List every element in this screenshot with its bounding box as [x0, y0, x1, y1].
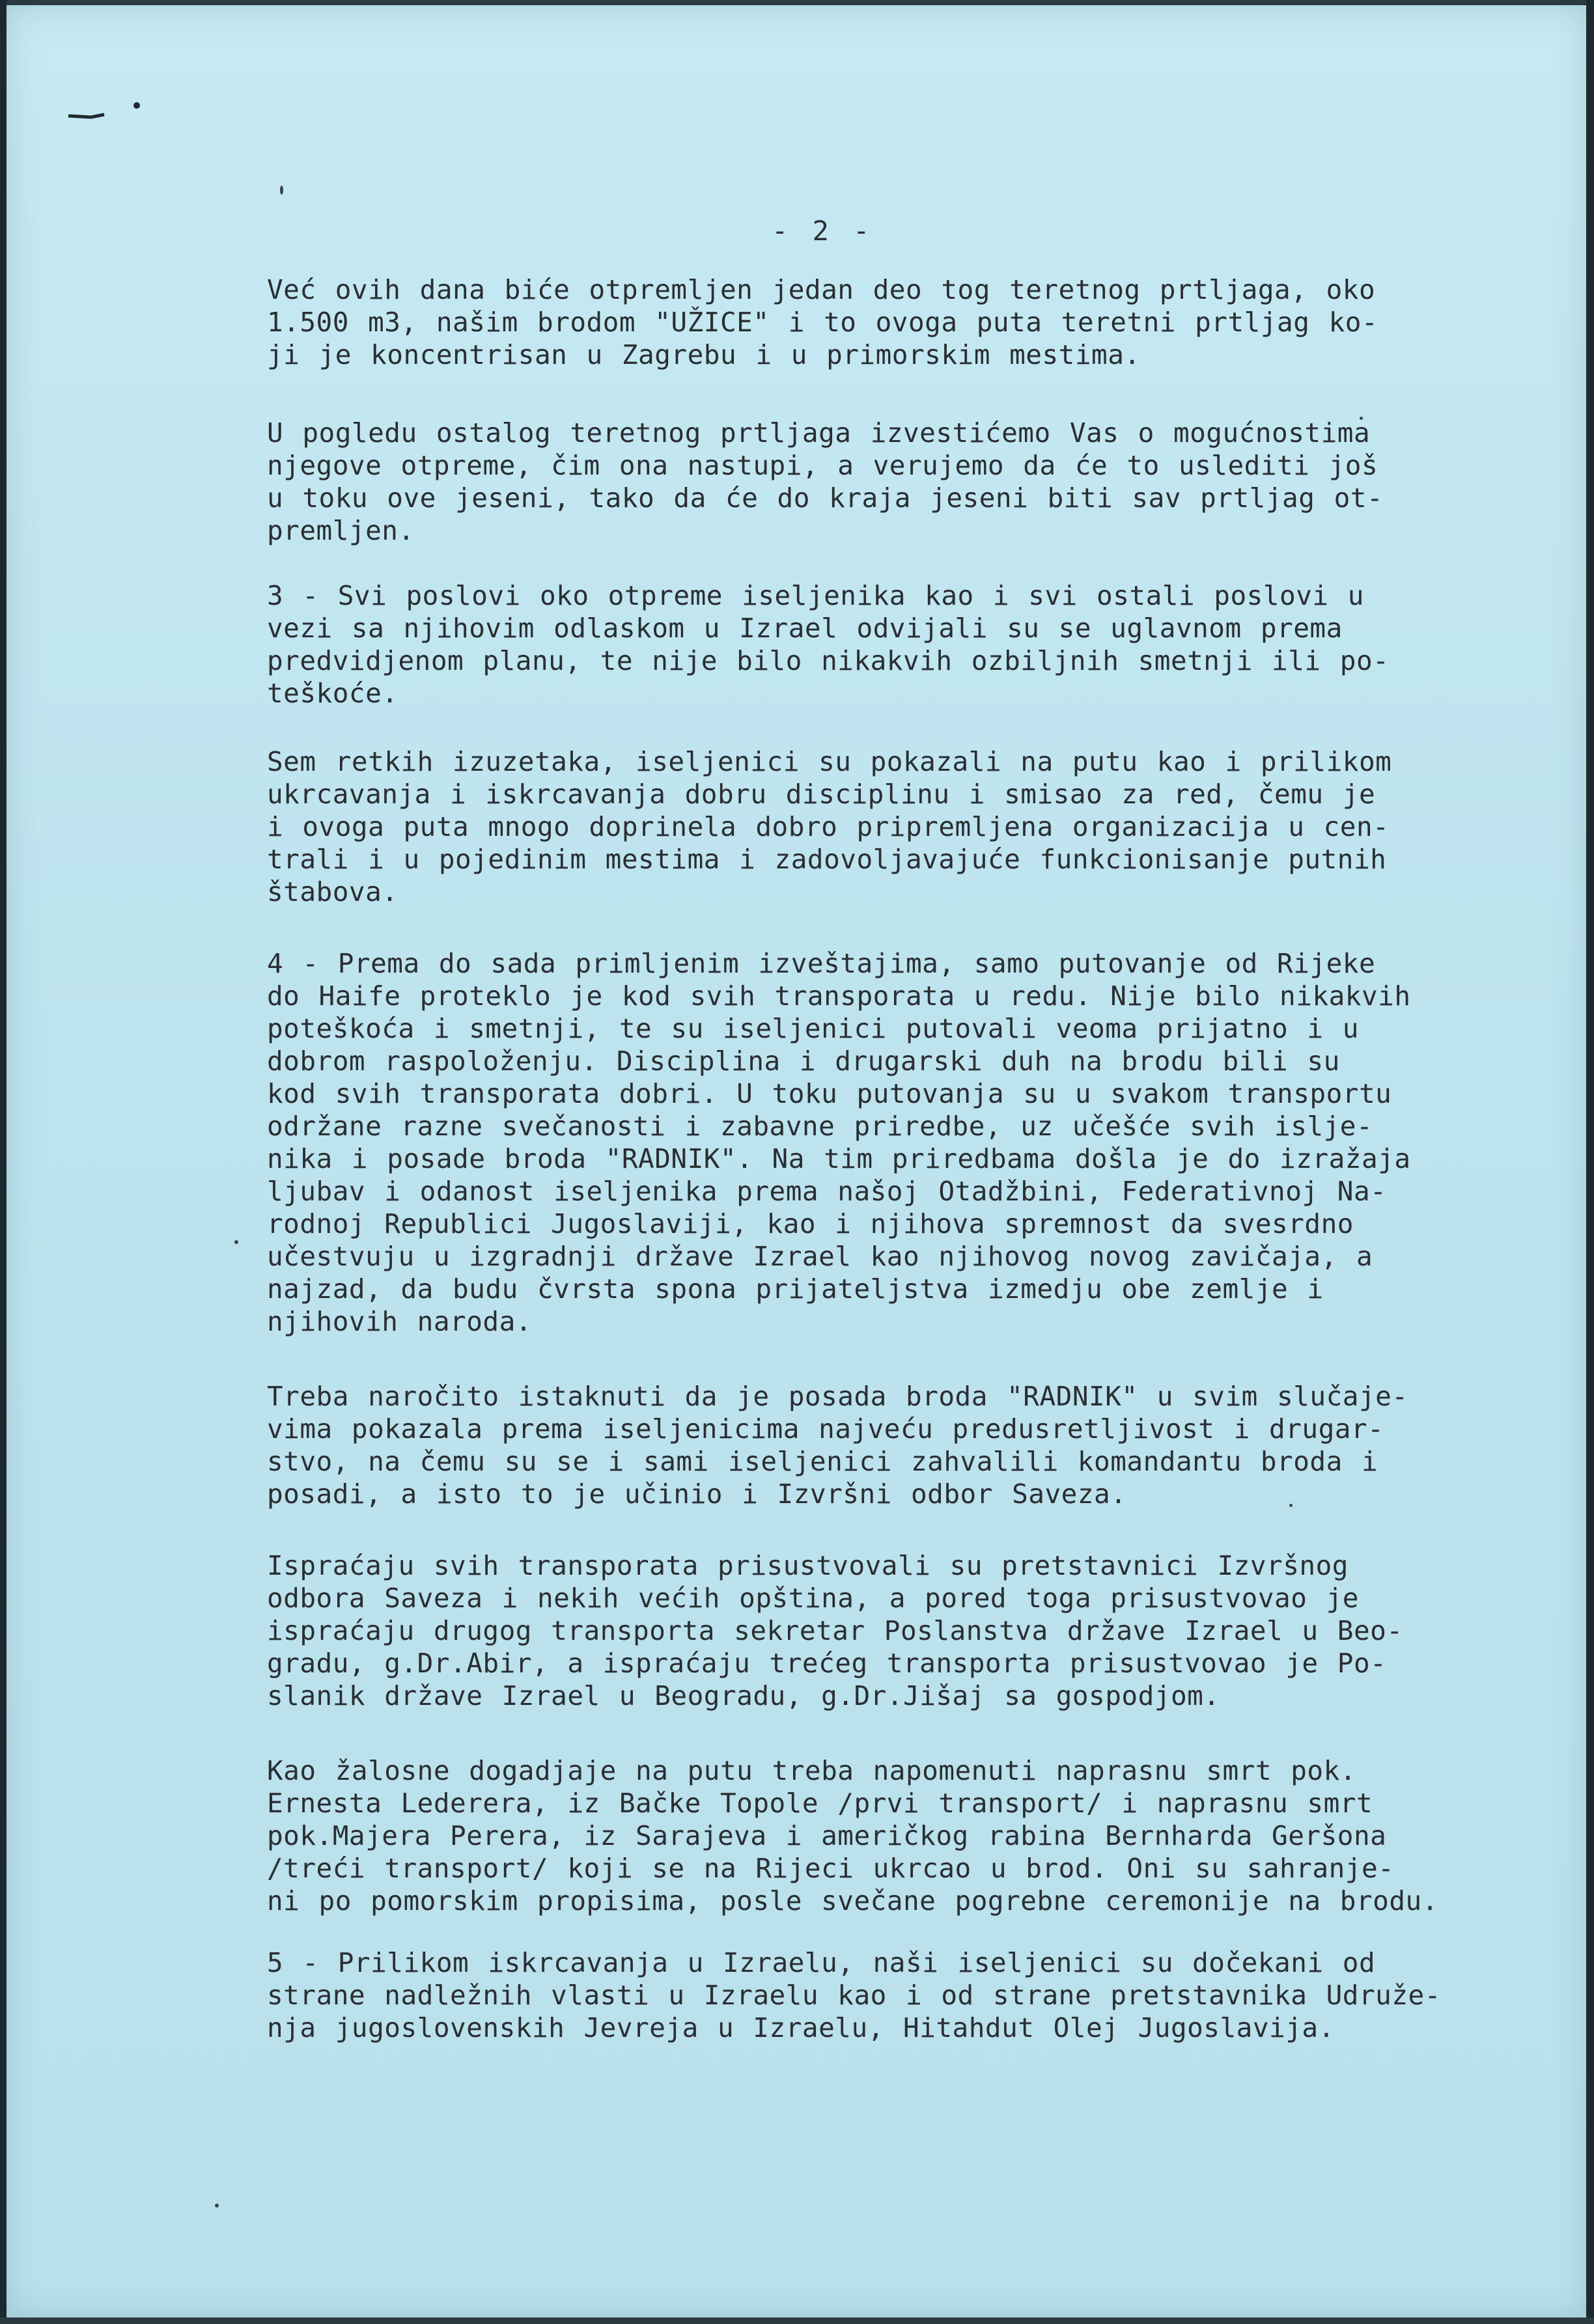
- text-line: Ispraćaju svih transporata prisustvovali su pretstavnici Izvršnog: [267, 1550, 1349, 1581]
- text-line: nja jugoslovenskih Jevreja u Izraelu, Hitahdut Olej Jugoslavija.: [267, 2012, 1335, 2043]
- paragraph-section-5: [267, 1946, 1441, 2044]
- text-line: stvo, na čemu su se i sami iseljenici zahvalili komandantu broda i: [267, 1446, 1378, 1477]
- text-line: 5 - Prilikom iskrcavanja u Izraelu, naši iseljenici su dočekani od: [267, 1947, 1376, 1978]
- text-line: vezi sa njihovim odlaskom u Izrael odvijali su se uglavnom prema: [267, 613, 1343, 644]
- text-line: 1.500 m3, našim brodom "UŽICE" i to ovoga puta teretni prtljag ko-: [267, 307, 1378, 338]
- scan-border-top: [0, 0, 1594, 5]
- paragraph-farewell: [267, 1549, 1419, 1712]
- text-line: kod svih transporata dobri. U toku putovanja su u svakom transportu: [267, 1078, 1392, 1109]
- scan-speck: [280, 186, 283, 195]
- text-line: strane nadležnih vlasti u Izraelu kao i od strane pretstavnika Udruže-: [267, 1980, 1441, 2011]
- text-line: poteškoća i smetnji, te su iseljenici putovali veoma prijatno i u: [267, 1013, 1359, 1044]
- text-line: Kao žalosne dogadjaje na putu treba napomenuti naprasnu smrt pok.: [267, 1755, 1356, 1786]
- text-line: njihovih naroda.: [267, 1306, 532, 1337]
- text-line: najzad, da budu čvrsta spona prijateljstva izmedju obe zemlje i: [267, 1273, 1324, 1305]
- text-line: slanik države Izrael u Beogradu, g.Dr.Jišaj sa gospodjom.: [267, 1680, 1220, 1711]
- text-line: posadi, a isto to je učinio i Izvršni odbor Saveza.: [267, 1478, 1127, 1510]
- text-line: odbora Saveza i nekih većih opština, a pored toga prisustvovao je: [267, 1583, 1359, 1614]
- text-line: i ovoga puta mnogo doprinela dobro pripremljena organizacija u cen-: [267, 811, 1390, 842]
- text-line: ljubav i odanost iseljenika prema našoj Otadžbini, Federativnoj Na-: [267, 1176, 1387, 1207]
- text-line: ukrcavanja i iskrcavanja dobru disciplinu i smisao za red, čemu je: [267, 779, 1376, 810]
- scan-border-right: [1586, 0, 1594, 2324]
- scan-speck: [215, 2204, 219, 2207]
- ink-mark-icon: [65, 98, 143, 124]
- text-line: dobrom raspoloženju. Disciplina i drugarski duh na brodu bili su: [267, 1045, 1340, 1077]
- paragraph-deaths: [267, 1754, 1438, 1917]
- text-line: njegove otpreme, čim ona nastupi, a verujemo da će to uslediti još: [267, 450, 1378, 481]
- text-line: štabova.: [267, 876, 398, 907]
- text-line: predvidjenom planu, te nije bilo nikakvih ozbiljnih smetnji ili po-: [267, 645, 1390, 676]
- text-line: Sem retkih izuzetaka, iseljenici su pokazali na putu kao i prilikom: [267, 746, 1392, 777]
- text-line: ispraćaju drugog transporta sekretar Poslanstva države Izrael u Beo-: [267, 1615, 1403, 1646]
- text-line: rodnoj Republici Jugoslaviji, kao i njihova spremnost da svesrdno: [267, 1208, 1354, 1239]
- text-line: Već ovih dana biće otpremljen jedan deo tog teretnog prtljaga, oko: [267, 274, 1376, 305]
- paragraph-remaining-cargo: [267, 417, 1419, 547]
- text-line: učestvuju u izgradnji države Izrael kao njihovog novog zavičaja, a: [267, 1241, 1373, 1272]
- text-line: ni po pomorskim propisima, posle svečane pogrebne ceremonije na brodu.: [267, 1885, 1438, 1916]
- paragraph-section-4: [267, 947, 1419, 1338]
- text-line: do Haife proteklo je kod svih transporata u redu. Nije bilo nikakvih: [267, 980, 1411, 1012]
- text-line: vima pokazala prema iseljenicima najveću predusretljivost i drugar-: [267, 1413, 1384, 1445]
- scan-border-left: [0, 0, 7, 2324]
- paragraph-shipment: [267, 273, 1419, 371]
- text-line: teškoće.: [267, 678, 398, 709]
- text-line: 4 - Prema do sada primljenim izveštajima, samo putovanje od Rijeke: [267, 948, 1376, 979]
- text-line: /treći transport/ koji se na Rijeci ukrcao u brod. Oni su sahranje-: [267, 1853, 1395, 1884]
- text-line: pok.Majera Perera, iz Sarajeva i američkog rabina Bernharda Geršona: [267, 1820, 1387, 1851]
- paragraph-section-3: [267, 579, 1419, 710]
- text-line: U pogledu ostalog teretnog prtljaga izvestićemo Vas o mogućnostima: [267, 417, 1371, 449]
- text-line: premljen.: [267, 515, 415, 546]
- page-number: - 2 -: [772, 215, 874, 247]
- text-line: nika i posade broda "RADNIK". Na tim priredbama došla je do izražaja: [267, 1143, 1411, 1174]
- paragraph-crew-praise: [267, 1380, 1419, 1510]
- text-line: ji je koncentrisan u Zagrebu i u primorskim mestima.: [267, 339, 1141, 370]
- text-line: Ernesta Ledererа, iz Bačke Topole /prvi transport/ i naprasnu smrt: [267, 1788, 1373, 1819]
- text-line: trali i u pojedinim mestima i zadovoljavajuće funkcionisanje putnih: [267, 844, 1387, 875]
- text-line: 3 - Svi poslovi oko otpreme iseljenika kao i svi ostali poslovi u: [267, 580, 1364, 611]
- scan-speck: [234, 1240, 238, 1244]
- paragraph-discipline: [267, 745, 1419, 908]
- text-line: održane razne svečanosti i zabavne priredbe, uz učešće svih islje-: [267, 1111, 1373, 1142]
- text-line: Treba naročito istaknuti da je posada broda "RADNIK" u svim slučaje-: [267, 1381, 1408, 1412]
- text-line: u toku ove jeseni, tako da će do kraja jeseni biti sav prtljag ot-: [267, 482, 1384, 514]
- text-line: gradu, g.Dr.Abir, a ispraćaju trećeg transporta prisustvovao je Po-: [267, 1648, 1387, 1679]
- scan-border-bottom: [0, 2317, 1594, 2324]
